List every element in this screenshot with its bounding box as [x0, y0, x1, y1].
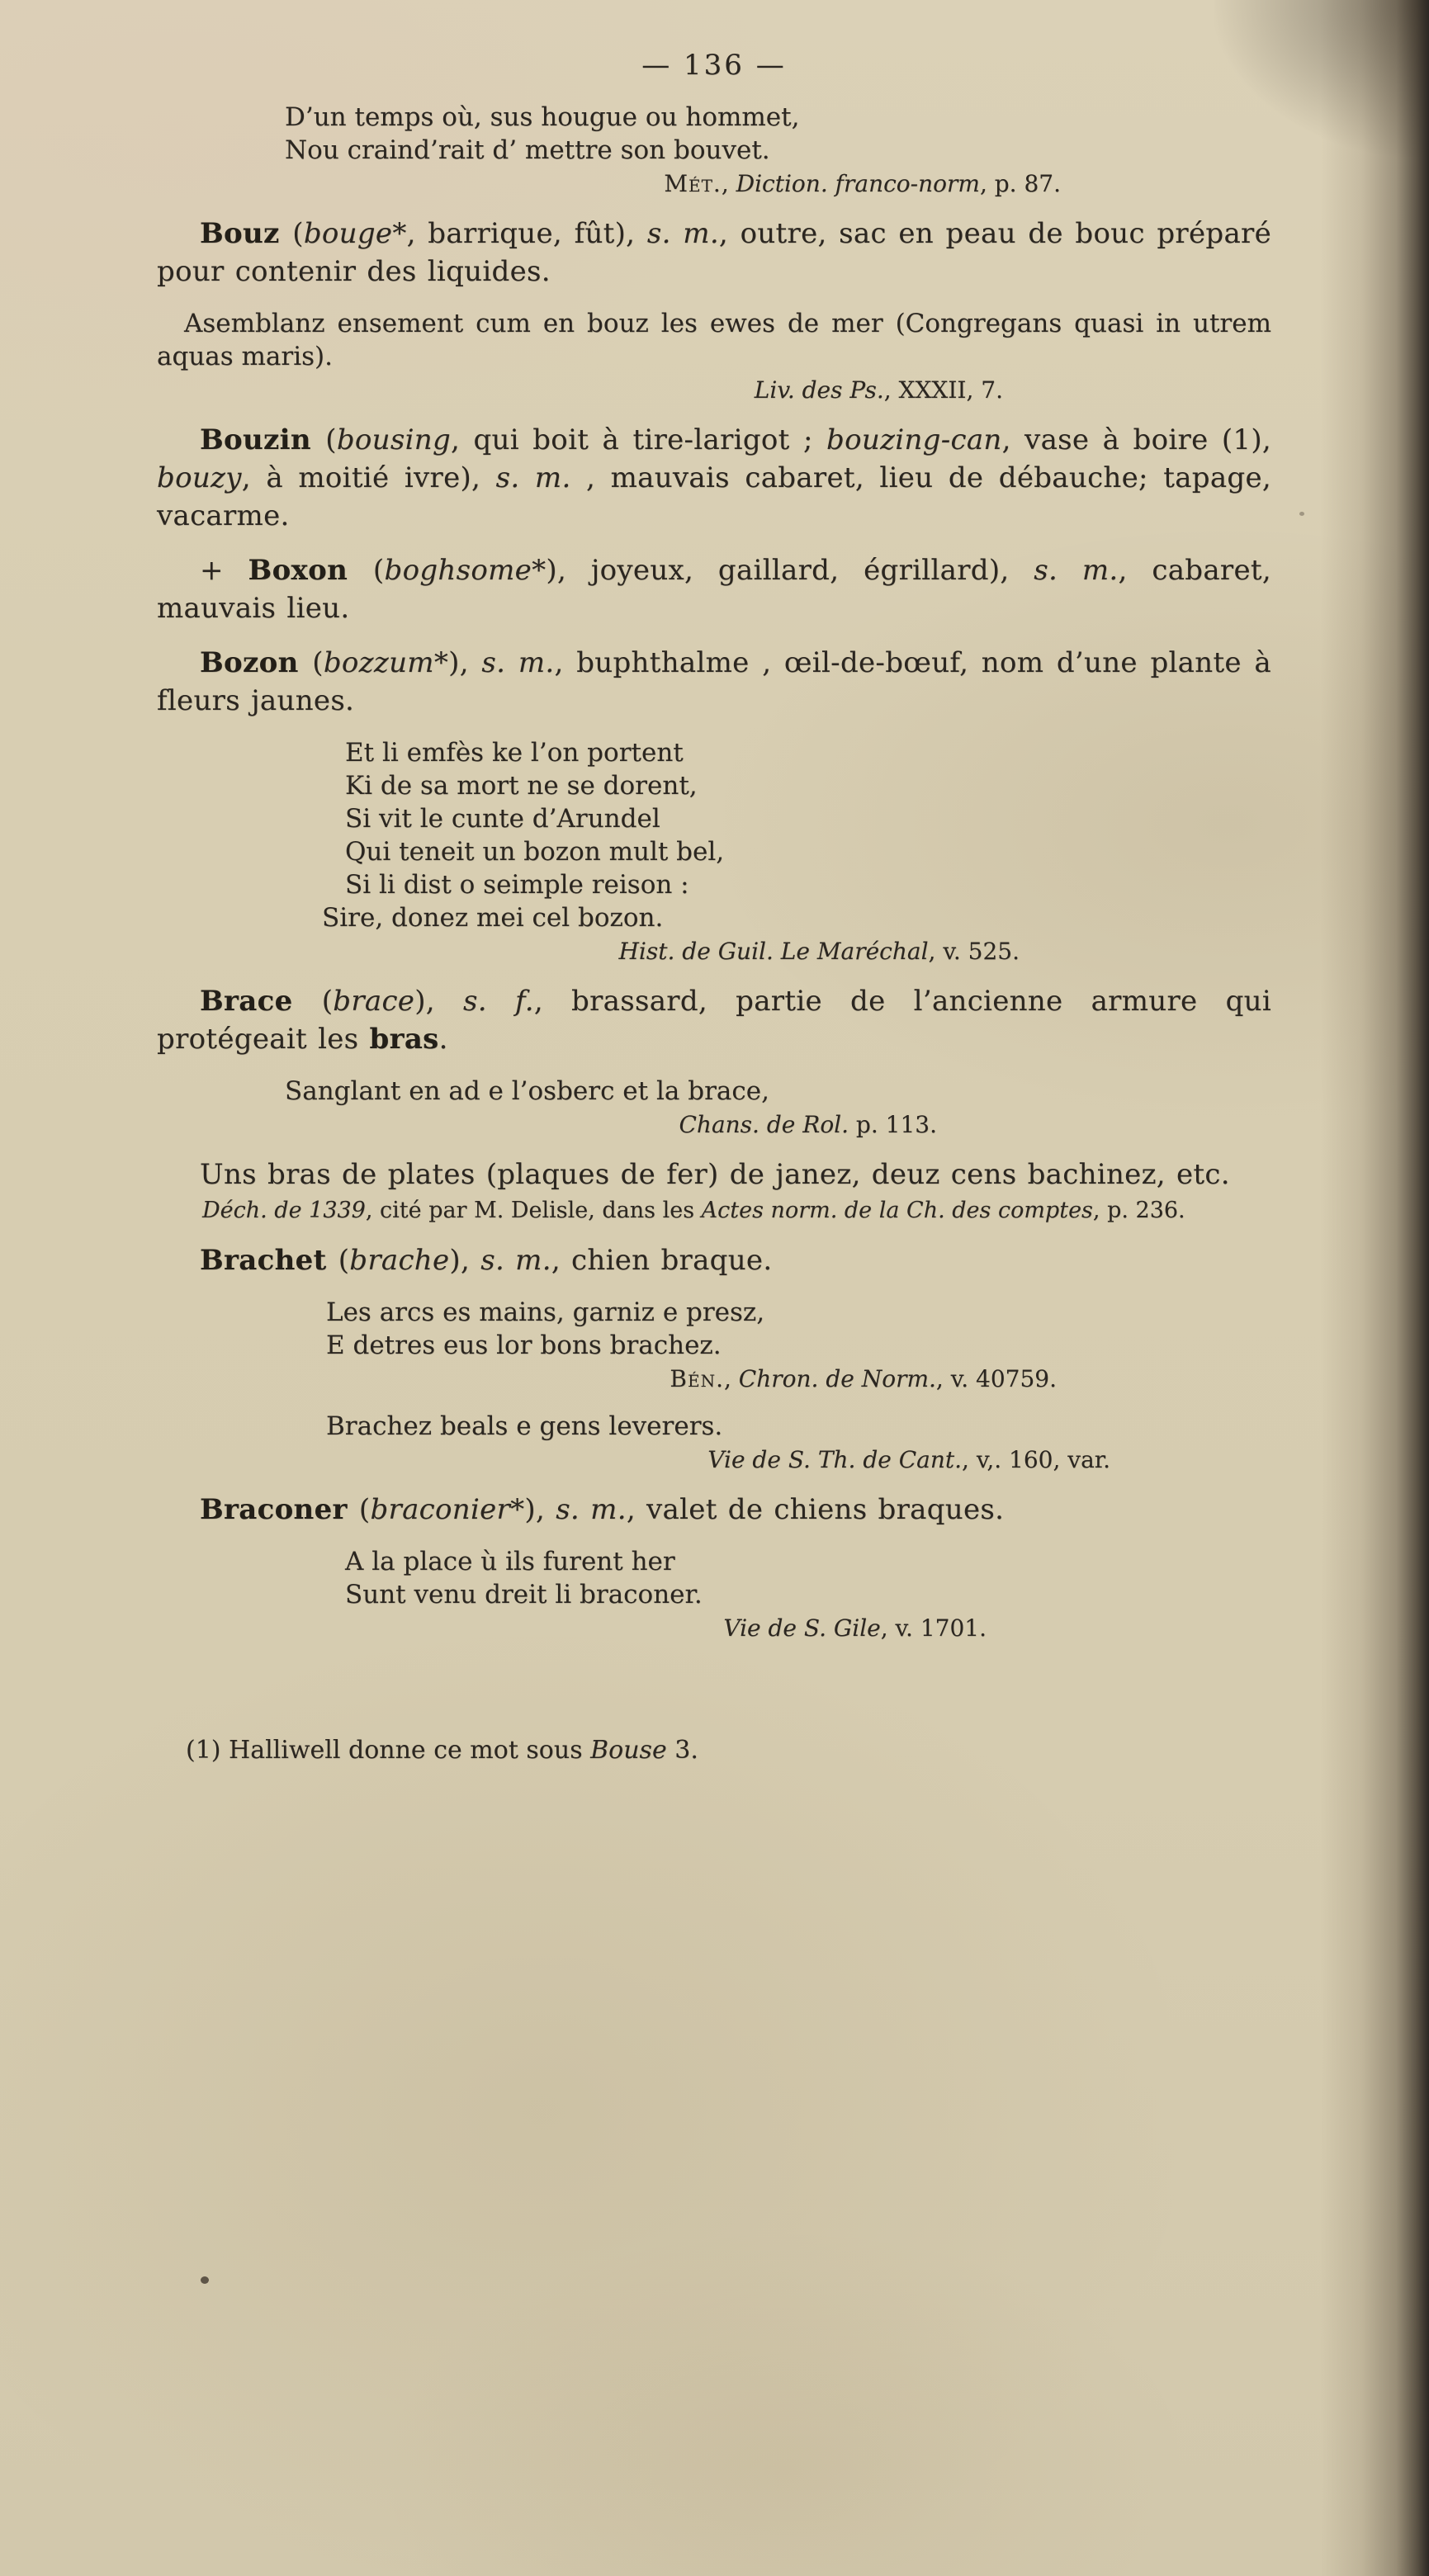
etymon: brache — [349, 1244, 450, 1277]
quote-line: Sanglant en ad e l’osberc et la brace, — [285, 1076, 769, 1106]
paper-speck — [201, 2276, 209, 2284]
citation-locator: , p. 87. — [979, 170, 1061, 197]
book-gutter-shadow — [1320, 0, 1429, 2576]
quote-line: Brachez beals e gens leverers. — [326, 1411, 723, 1441]
citation-work: Déch. de 1339 — [202, 1198, 366, 1223]
headword: Brachet — [200, 1244, 338, 1277]
definition-text: , mauvais cabaret, lieu de débauche; tapage, vacarme. — [157, 461, 1272, 532]
entry-text: ( — [372, 554, 385, 587]
citation-work: Hist. de Guil. Le Maréchal — [618, 938, 929, 965]
entry-text: ), — [524, 1493, 556, 1526]
definition-text: , buphthalme , œil-de-bœuf, nom d’une plante à fleurs jaunes. — [157, 646, 1271, 717]
page-number: — 136 — — [641, 49, 787, 82]
grammar-label: s. m. — [481, 646, 555, 679]
entry-text: ), — [414, 985, 464, 1018]
headword: Boxon — [248, 554, 373, 587]
citation-work: Actes norm. de la Ch. des comptes — [701, 1198, 1093, 1223]
citation-reference — [157, 376, 1271, 404]
entry-text: ( — [292, 217, 304, 250]
dictionary-entry-bozon — [157, 644, 1271, 720]
dictionary-entry-boxon — [157, 551, 1271, 627]
definition-text: , valet de chiens braques. — [626, 1493, 1005, 1526]
citation-work: Liv. des Ps. — [754, 376, 884, 404]
verse-quotation-bozon — [157, 736, 1271, 966]
citation-work: Chans. de Rol. — [679, 1111, 849, 1138]
footnote — [157, 1735, 1271, 1766]
dictionary-entry-brace — [157, 982, 1271, 1058]
etymon: bousing — [336, 423, 452, 456]
headword: Bouz — [200, 217, 293, 250]
entry-text: , à moitié ivre), — [241, 461, 496, 494]
entry-text: ( — [321, 985, 334, 1018]
verse-line: Si li dist o seimple reison : — [345, 870, 689, 900]
entry-text: , vase à boire (1), — [1001, 423, 1272, 456]
verse-line: Si vit le cunte d’Arundel — [345, 804, 660, 834]
citation-locator: p. 113. — [849, 1111, 937, 1138]
headword: Brace — [200, 985, 322, 1018]
entry-text: , barrique, fût), — [406, 217, 647, 250]
citation-text: , cité par M. Delisle, dans les — [365, 1198, 702, 1223]
footnote-reference-word: Bouse — [590, 1736, 667, 1765]
citation-reference — [157, 170, 1271, 198]
quotation-block-bouz — [157, 307, 1271, 404]
entry-text: ( — [325, 423, 337, 456]
citation-reference — [157, 1365, 1271, 1393]
entry-text: ), — [448, 646, 482, 679]
quotation-block-brachez — [157, 1410, 1271, 1474]
etymon: bozzum* — [323, 646, 449, 679]
headword: Bozon — [200, 646, 313, 679]
verse-line: Qui teneit un bozon mult bel, — [345, 837, 725, 867]
definition-emphasis: bras — [369, 1023, 439, 1056]
citation-author: Mét. — [664, 170, 722, 197]
verse-lines — [322, 736, 1271, 934]
footnote-text: (1) Halliwell donne ce mot sous — [186, 1736, 591, 1765]
dictionary-entry-brachet — [157, 1241, 1271, 1279]
citation-separator: , — [723, 1365, 739, 1392]
entry-text: , qui boit à tire-larigot ; — [451, 423, 827, 456]
citation-reference — [157, 1446, 1271, 1474]
citation-work: Diction. franco-norm — [736, 170, 980, 197]
grammar-label: s. m. — [646, 217, 719, 250]
verse-line: Et li emfès ke l’on portent — [345, 738, 684, 768]
quote-line: D’un temps où, sus hougue ou hommet, — [285, 102, 800, 132]
citation-work: Vie de S. Th. de Cant. — [707, 1446, 963, 1473]
entry-text: ( — [338, 1244, 350, 1277]
citation-reference — [157, 1111, 1271, 1139]
citation-locator: , p. 236. — [1092, 1198, 1185, 1223]
quote-text: Uns bras de plates (plaques de fer) de janez, deuz cens bachinez, etc. — [200, 1158, 1230, 1191]
citation-locator: , XXXII, 7. — [883, 376, 1003, 404]
quote-line: Nou craind’rait d’ mettre son bouvet. — [285, 135, 770, 165]
verse-line: E detres eus lor bons brachez. — [326, 1331, 722, 1360]
verse-lines — [326, 1296, 1271, 1362]
definition-text: . — [438, 1023, 448, 1056]
definition-text: , brassard, partie de l’ancienne armure qui protégeait les — [157, 985, 1272, 1056]
citation-reference — [157, 1197, 1214, 1225]
footnote-text: 3. — [666, 1736, 698, 1765]
verse-quotation-braconer — [157, 1545, 1271, 1642]
entry-text: ( — [312, 646, 324, 679]
citation-work: Chron. de Norm. — [738, 1365, 936, 1392]
entry-text: ), — [449, 1244, 481, 1277]
etymon: bouzy — [157, 461, 242, 494]
dictionary-entry-bouz — [157, 215, 1271, 291]
paper-speck — [1299, 512, 1304, 516]
grammar-label: s. m. — [480, 1244, 551, 1277]
grammar-label: s. m. — [1034, 554, 1119, 587]
headword: Braconer — [200, 1493, 359, 1526]
etymon: brace — [333, 985, 415, 1018]
grammar-label: s. f. — [463, 985, 534, 1018]
etymon: braconier* — [370, 1493, 525, 1526]
quotation-block-dech — [157, 1156, 1271, 1225]
entry-plus-mark: + — [200, 554, 248, 587]
verse-line: Sunt venu dreit li braconer. — [345, 1580, 703, 1609]
citation-author: Bén. — [670, 1365, 724, 1392]
verse-lines — [345, 1545, 1271, 1611]
citation-locator: , v,. 160, var. — [962, 1446, 1110, 1473]
citation-reference — [157, 938, 1271, 966]
dictionary-entry-braconer — [157, 1491, 1271, 1529]
verse-line: Les arcs es mains, garniz e presz, — [326, 1297, 765, 1327]
entry-text: ), joyeux, gaillard, égrillard), — [546, 554, 1034, 587]
verse-line: Ki de sa mort ne se dorent, — [345, 771, 698, 801]
citation-work: Vie de S. Gile — [723, 1614, 881, 1642]
grammar-label: s. m. — [556, 1493, 627, 1526]
grammar-label: s. m. — [495, 461, 571, 494]
definition-text: , chien braque. — [551, 1244, 773, 1277]
citation-reference — [157, 1614, 1271, 1642]
headword: Bouzin — [200, 423, 326, 456]
etymon: boghsome* — [384, 554, 547, 587]
quote-text: Asemblanz ensement cum en bouz les ewes de mer (Congregans quasi in utrem aquas maris). — [157, 309, 1271, 371]
citation-separator: , — [721, 170, 736, 197]
citation-locator: , v. 525. — [928, 938, 1020, 965]
citation-locator: , v. 1701. — [880, 1614, 987, 1642]
entry-text: ( — [358, 1493, 371, 1526]
quotation-block-brace — [157, 1075, 1271, 1139]
dictionary-entry-bouzin — [157, 421, 1271, 535]
verse-line: Sire, donez mei cel bozon. — [322, 903, 664, 933]
citation-locator: , v. 40759. — [935, 1365, 1057, 1392]
verse-line: A la place ù ils furent her — [345, 1547, 675, 1576]
etymon: bouzing-can — [826, 423, 1002, 456]
definition-text: , cabaret, mauvais lieu. — [157, 554, 1271, 625]
etymon: bouge* — [303, 217, 407, 250]
definition-text: , outre, sac en peau de bouc préparé pour contenir des liquides. — [157, 217, 1271, 288]
quotation-block-bouvet — [157, 101, 1271, 198]
verse-quotation-brachet — [157, 1296, 1271, 1393]
